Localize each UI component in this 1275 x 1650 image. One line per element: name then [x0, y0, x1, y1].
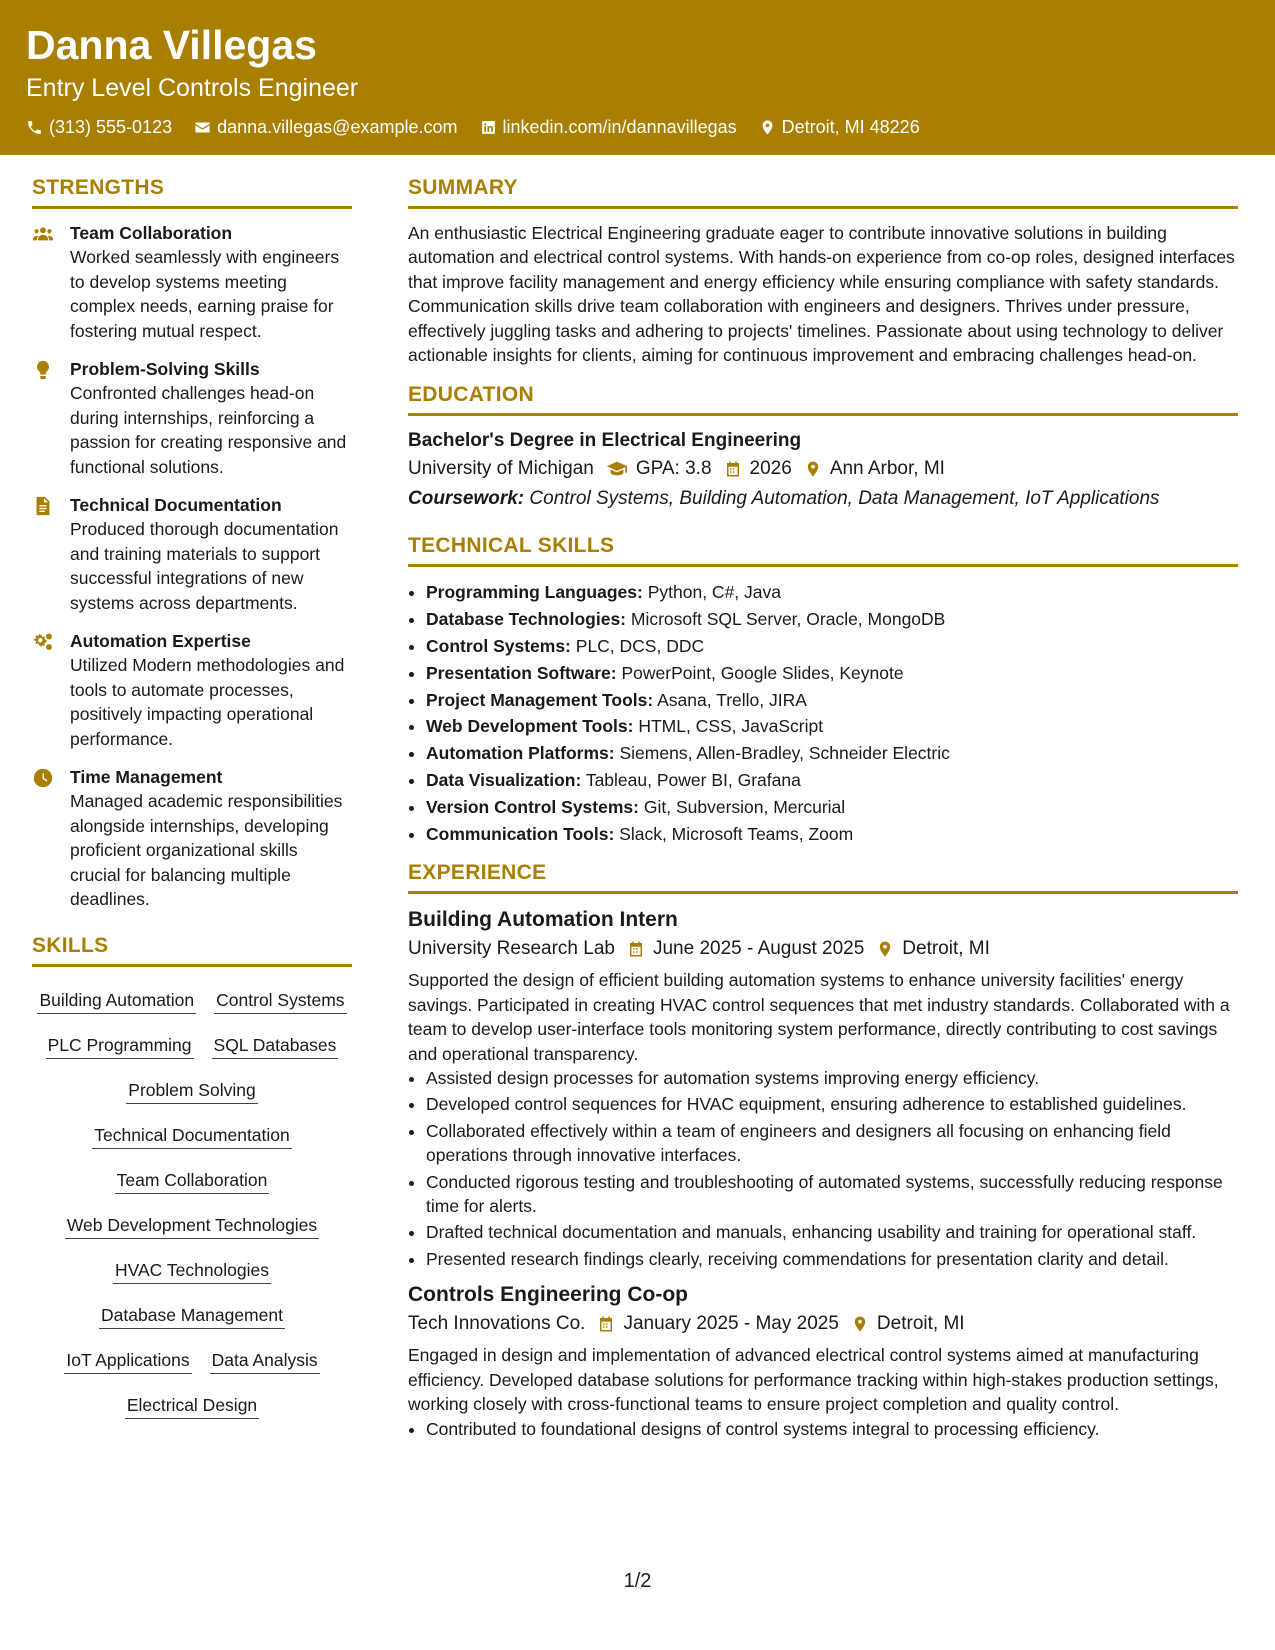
list-item — [426, 713, 1238, 740]
strength-desc: Managed academic responsibilities alongside internships, developing proficient organizational skills crucial for balancing multiple deadlines. — [70, 791, 343, 909]
job-description: Engaged in design and implementation of advanced electrical control systems aimed at manufacturing efficiency. Developed database solutions for performance tracking within high-stakes production settings, working closely with cross-functional teams to ensure project completion and quality control. — [408, 1345, 1219, 1415]
map-pin-icon — [804, 460, 822, 478]
skill-tag: Team Collaboration — [115, 1169, 270, 1194]
list-item: • Contributed to foundational designs of control systems integral to processing efficiency. — [426, 1417, 1238, 1441]
summary-text: An enthusiastic Electrical Engineering graduate eager to contribute innovative solutions in building automation and electrical control systems. With hands-on experience from co-op roles, designed interfaces that improve facility management and energy efficiency while ensuring compliance with safety standards. Communication skills drive team collaboration with engineers and designers. Thrives under pressure, effectively juggling tasks and adhering to projects' timelines. Passionate about using technology to deliver actionable insights for clients, aiming for continuous improvement and embracing challenges head-on. — [408, 223, 1235, 366]
envelope-icon — [194, 119, 211, 136]
job-entry — [408, 906, 1238, 1271]
strength-item — [32, 493, 352, 615]
map-pin-icon — [759, 119, 776, 136]
list-item — [426, 687, 1238, 714]
skill-tag: IoT Applications — [64, 1349, 191, 1374]
list-item: • Presented research findings clearly, receiving commendations for presentation clarity and detail. — [426, 1247, 1238, 1271]
strength-item — [32, 765, 352, 912]
contact-location-text: Detroit, MI 48226 — [781, 117, 920, 137]
skill-tag: HVAC Technologies — [113, 1259, 271, 1284]
phone-icon — [26, 119, 43, 136]
tech-skill-label: Programming Languages: — [426, 582, 643, 603]
skill-tag: Electrical Design — [125, 1394, 259, 1419]
contact-phone[interactable] — [26, 117, 172, 138]
list-item — [426, 821, 1238, 848]
strengths-heading: STRENGTHS — [32, 176, 352, 209]
strength-item — [32, 221, 352, 343]
tech-skill-value: Tableau, Power BI, Grafana — [585, 770, 801, 791]
skill-tag: Building Automation — [37, 989, 196, 1014]
skill-tag: Control Systems — [214, 989, 346, 1014]
skill-tag: Technical Documentation — [92, 1124, 292, 1149]
map-pin-icon — [851, 1315, 869, 1333]
tech-skill-value: Asana, Trello, JIRA — [657, 689, 807, 710]
left-column — [32, 176, 352, 1433]
contact-bar — [26, 117, 920, 138]
contact-linkedin-text: linkedin.com/in/dannavillegas — [502, 117, 737, 137]
strength-name: Team Collaboration — [70, 223, 233, 243]
strength-item — [32, 357, 352, 479]
list-item — [426, 633, 1238, 660]
users-icon — [32, 223, 54, 245]
education-gpa: GPA: 3.8 — [635, 458, 712, 480]
tech-skill-value: Microsoft SQL Server, Oracle, MongoDB — [630, 609, 946, 630]
list-item — [426, 579, 1238, 606]
gears-icon — [32, 631, 54, 653]
list-item: • Collaborated effectively within a team of engineers and designers all focusing on enhancing field operations through innovative interfaces. — [426, 1119, 1238, 1168]
list-item — [426, 794, 1238, 821]
coursework-label: Coursework: — [408, 488, 525, 510]
education-year: 2026 — [749, 458, 792, 480]
tech-skill-value: PowerPoint, Google Slides, Keynote — [621, 662, 904, 683]
job-meta — [408, 1309, 1238, 1339]
contact-phone-text: (313) 555-0123 — [49, 117, 173, 137]
calendar-icon — [627, 940, 645, 958]
job-bullets — [408, 1066, 1238, 1271]
skill-tag: Problem Solving — [126, 1079, 257, 1104]
tech-skill-label: Communication Tools: — [426, 823, 615, 844]
strength-desc: Worked seamlessly with engineers to develop systems meeting complex needs, earning praise for fostering mutual respect. — [70, 247, 340, 341]
calendar-icon — [597, 1315, 615, 1333]
contact-location — [759, 117, 920, 138]
tech-skill-label: Automation Platforms: — [426, 743, 615, 764]
candidate-name: Danna Villegas — [26, 22, 317, 68]
job-description: Supported the design of efficient building automation systems to enhance university facilities' energy savings. Participated in creating HVAC control sequences that met industry standards. Collaborated with a team to develop user-interface tools monitoring system performance, directly contributing to cost savings and operational transparency. — [408, 970, 1230, 1064]
education-degree: Bachelor's Degree in Electrical Engineering — [408, 430, 802, 452]
resume-header — [0, 0, 1275, 155]
tech-skill-label: Presentation Software: — [426, 662, 617, 683]
list-item — [426, 740, 1238, 767]
tech-skill-value: Git, Subversion, Mercurial — [643, 796, 846, 817]
strength-desc: Utilized Modern methodologies and tools to automate processes, positively impacting operational performance. — [70, 655, 345, 749]
job-title: Building Automation Intern — [408, 908, 678, 932]
technical-skills-heading: TECHNICAL SKILLS — [408, 534, 1238, 567]
tech-skill-value: HTML, CSS, JavaScript — [638, 716, 824, 737]
tech-skill-value: Python, C#, Java — [647, 582, 781, 603]
strength-desc: Produced thorough documentation and training materials to support successful integrations of new systems across departments. — [70, 519, 339, 613]
job-meta — [408, 934, 1238, 964]
clock-icon — [32, 767, 54, 789]
calendar-icon — [724, 460, 742, 478]
tech-skill-label: Project Management Tools: — [426, 689, 654, 710]
strength-item — [32, 629, 352, 751]
education-location: Ann Arbor, MI — [829, 458, 945, 480]
strength-name: Automation Expertise — [70, 631, 251, 651]
tech-skill-value: PLC, DCS, DDC — [575, 636, 705, 657]
right-column — [408, 176, 1238, 1451]
tech-skill-label: Web Development Tools: — [426, 716, 634, 737]
tech-skill-value: Slack, Microsoft Teams, Zoom — [619, 823, 854, 844]
candidate-title: Entry Level Controls Engineer — [26, 74, 359, 102]
coursework-text: Control Systems, Building Automation, Data Management, IoT Applications — [529, 488, 1160, 510]
skills-heading: SKILLS — [32, 934, 352, 967]
map-pin-icon — [876, 940, 894, 958]
linkedin-icon — [480, 119, 497, 136]
tech-skill-value: Siemens, Allen-Bradley, Schneider Electric — [619, 743, 950, 764]
graduation-cap-icon — [606, 458, 628, 480]
strength-name: Technical Documentation — [70, 495, 282, 515]
job-company: University Research Lab — [408, 938, 615, 960]
job-location: Detroit, MI — [876, 1313, 965, 1335]
strength-desc: Confronted challenges head-on during internships, reinforcing a passion for creating responsive and functional solutions. — [70, 383, 347, 477]
list-item: • Assisted design processes for automation systems improving energy efficiency. — [426, 1066, 1238, 1090]
job-dates: June 2025 - August 2025 — [652, 938, 865, 960]
list-item: • Drafted technical documentation and manuals, enhancing usability and training for operational staff. — [426, 1220, 1238, 1244]
technical-skills-list — [408, 579, 1238, 847]
job-location: Detroit, MI — [902, 938, 990, 960]
skill-tag: Database Management — [99, 1304, 285, 1329]
summary-heading: SUMMARY — [408, 176, 1238, 209]
job-entry — [408, 1281, 1238, 1441]
experience-heading: EXPERIENCE — [408, 861, 1238, 894]
tech-skill-label: Data Visualization: — [426, 770, 582, 791]
skill-tag: Data Analysis — [210, 1349, 320, 1374]
job-title: Controls Engineering Co-op — [408, 1283, 688, 1307]
page-indicator: 1/2 — [623, 1570, 652, 1592]
job-dates: January 2025 - May 2025 — [623, 1313, 839, 1335]
tech-skill-label: Version Control Systems: — [426, 796, 639, 817]
tech-skill-label: Database Technologies: — [426, 609, 627, 630]
list-item — [426, 660, 1238, 687]
skill-tag: SQL Databases — [212, 1034, 339, 1059]
list-item — [426, 767, 1238, 794]
strength-name: Time Management — [70, 767, 223, 787]
education-meta — [408, 454, 1238, 484]
education-heading: EDUCATION — [408, 383, 1238, 416]
tech-skill-label: Control Systems: — [426, 636, 571, 657]
contact-linkedin[interactable] — [480, 117, 737, 138]
lightbulb-icon — [32, 359, 54, 381]
skill-tag: PLC Programming — [46, 1034, 194, 1059]
skills-list — [32, 979, 352, 1433]
list-item: • Conducted rigorous testing and troubleshooting of automated systems, successfully reducing response time for alerts. — [426, 1170, 1238, 1219]
job-company: Tech Innovations Co. — [408, 1313, 586, 1335]
list-item — [426, 606, 1238, 633]
contact-email-text: danna.villegas@example.com — [217, 117, 458, 137]
document-icon — [32, 495, 54, 517]
job-bullets — [408, 1417, 1238, 1441]
contact-email[interactable] — [194, 117, 457, 138]
education-coursework — [408, 484, 1238, 514]
list-item: • Developed control sequences for HVAC equipment, ensuring adherence to established guidelines. — [426, 1092, 1238, 1116]
strength-name: Problem-Solving Skills — [70, 359, 260, 379]
education-school: University of Michigan — [408, 458, 594, 480]
skill-tag: Web Development Technologies — [65, 1214, 319, 1239]
